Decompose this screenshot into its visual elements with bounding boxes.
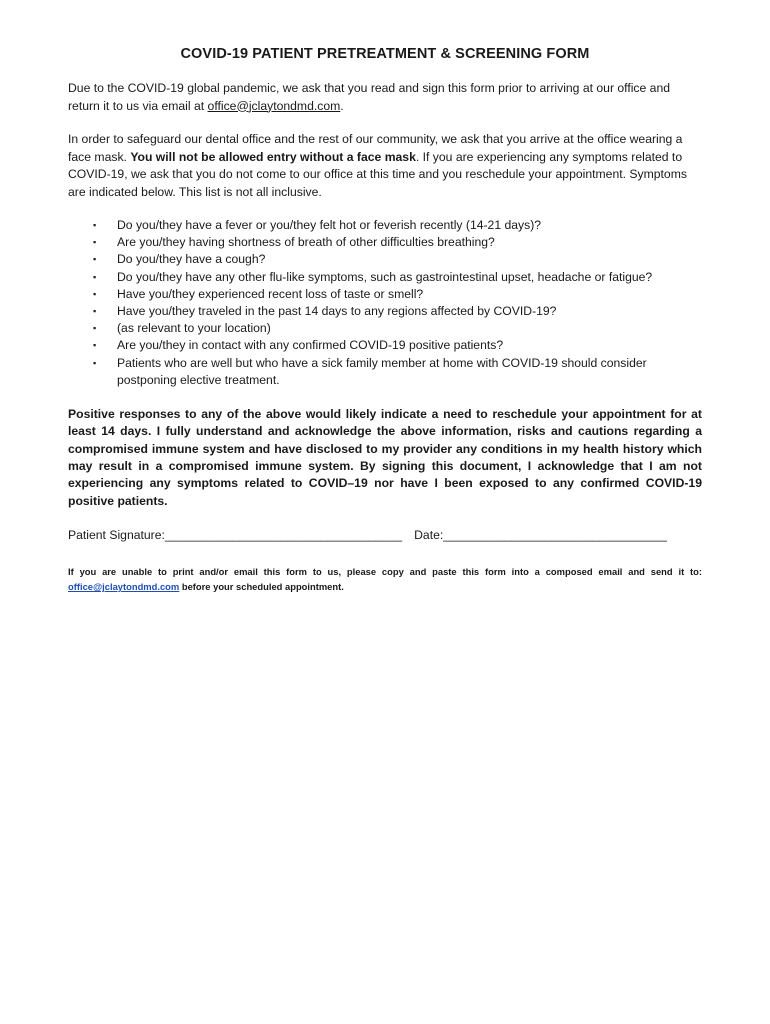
bullet-icon: ▪ xyxy=(93,323,97,334)
symptom-text: (as relevant to your location) xyxy=(117,321,271,336)
footnote-text: If you are unable to print and/or email this form to us, please copy and paste this form into a composed email and send it to: xyxy=(68,565,702,577)
bullet-icon: ▪ xyxy=(93,254,97,265)
footnote xyxy=(68,564,702,595)
safety-text-2: . If you are experiencing any symptoms related to COVID-19, we ask that you do not come to our office at this time and you reschedule your appointment. Symptoms are indicated below. This list is not all inclusive. xyxy=(68,149,687,199)
date-label: Date: xyxy=(414,527,444,542)
symptom-text: Are you/they having shortness of breath of other difficulties breathing? xyxy=(117,235,495,250)
intro-text: Due to the COVID-19 global pandemic, we ask that you read and sign this form prior to arriving at our office and return it to us via email at xyxy=(68,81,671,113)
symptom-item xyxy=(93,320,702,337)
symptom-item xyxy=(93,286,702,303)
face-mask-requirement: You will not be allowed entry without a face mask xyxy=(130,149,416,164)
bullet-icon: ▪ xyxy=(93,306,97,317)
signature-label: Patient Signature: xyxy=(68,527,165,542)
symptom-item xyxy=(93,337,702,354)
footnote-email-link[interactable]: office@jclaytondmd.com xyxy=(68,581,180,593)
form-title: COVID-19 PATIENT PRETREATMENT & SCREENING FORM xyxy=(180,46,590,62)
symptom-item xyxy=(93,303,702,320)
symptom-text: Have you/they traveled in the past 14 days to any regions affected by COVID-19? xyxy=(117,304,557,319)
intro-paragraph xyxy=(68,80,702,115)
bullet-icon: ▪ xyxy=(93,288,97,299)
symptom-text: Do you/they have a fever or you/they felt hot or feverish recently (14-21 days)? xyxy=(117,218,542,232)
date-line[interactable]: _________________________________ xyxy=(443,527,667,542)
symptom-text: Are you/they in contact with any confirmed COVID-19 positive patients? xyxy=(117,338,504,353)
acknowledgement-paragraph: Positive responses to any of the above would likely indicate a need to reschedule your appointment for at least 14 days. I fully understand and acknowledge the above information, risks and cautions regarding a compromised immune system and have disclosed to my provider any conditions in my health history which may result in a compromised immune system. By signing this document, I acknowledge that I am not experiencing any symptoms related to COVID–19 nor have I been exposed to any confirmed COVID-19 positive patients. xyxy=(68,407,702,508)
bullet-icon: ▪ xyxy=(93,340,97,351)
form-content xyxy=(68,46,702,595)
symptom-text: Have you/they experienced recent loss of taste or smell? xyxy=(117,286,424,301)
symptom-item xyxy=(93,217,702,234)
symptom-item xyxy=(93,251,702,268)
symptom-item xyxy=(93,355,702,389)
bullet-icon: ▪ xyxy=(93,220,97,230)
symptom-list xyxy=(68,217,702,389)
footnote-end: before your scheduled appointment. xyxy=(179,581,344,593)
signature-row xyxy=(68,527,702,544)
bullet-icon: ▪ xyxy=(93,271,97,282)
symptom-text: Do you/they have any other flu-like symptoms, such as gastrointestinal upset, headache or fatigue? xyxy=(117,269,653,284)
office-email-link[interactable]: office@jclaytondmd.com xyxy=(207,98,341,113)
symptom-text: Do you/they have a cough? xyxy=(117,252,266,267)
intro-end: . xyxy=(340,98,344,113)
signature-line[interactable]: ___________________________________ xyxy=(164,527,403,542)
symptom-item xyxy=(93,234,702,251)
safety-paragraph xyxy=(68,131,702,201)
safety-text-1: In order to safeguard our dental office and the rest of our community, we ask that you arrive at the office wearing a face mask. xyxy=(68,132,683,164)
symptom-text: Patients who are well but who have a sick family member at home with COVID-19 should consider postponing elective treatment. xyxy=(117,355,647,387)
bullet-icon: ▪ xyxy=(93,237,97,248)
symptom-item xyxy=(93,269,702,286)
bullet-icon: ▪ xyxy=(93,357,97,368)
